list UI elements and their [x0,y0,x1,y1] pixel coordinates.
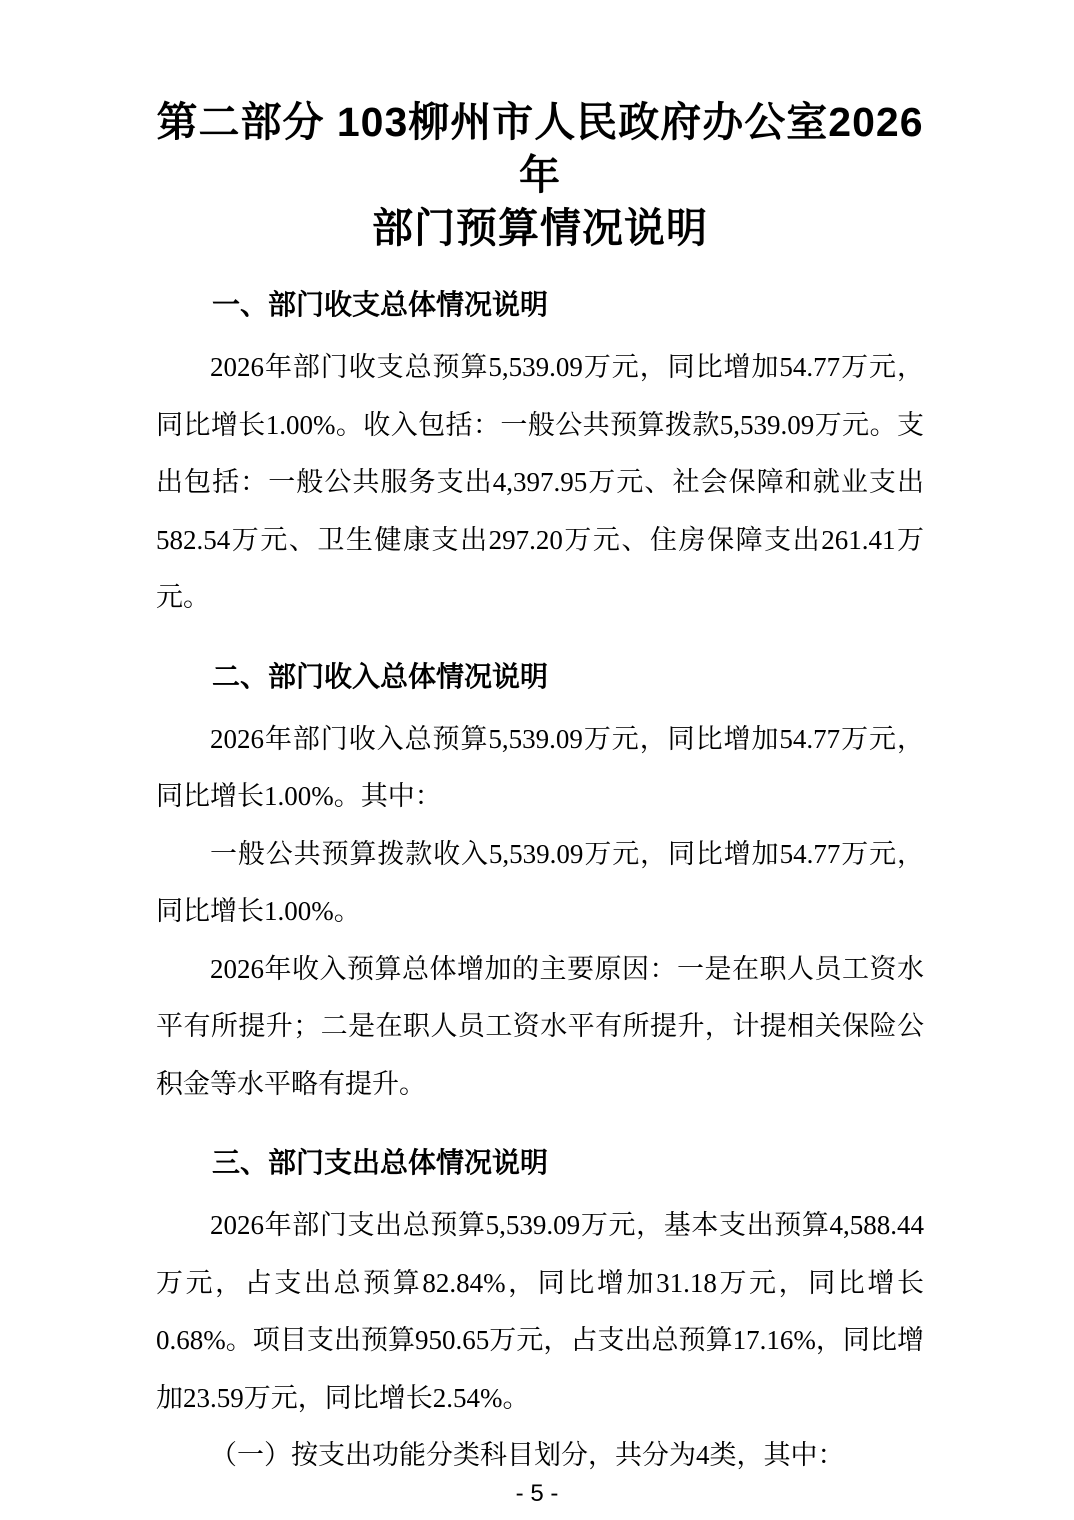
section-income-overview [156,659,924,1114]
page-footer [0,1480,1074,1508]
document-title [156,96,924,255]
section-expenditure-overview [156,1145,924,1485]
section-heading-2: 二、部门收入总体情况说明 [212,660,549,692]
document-title-line1: 第二部分 103柳州市人民政府办公室2026年 [156,99,924,198]
paragraph: 2026年收入预算总体增加的主要原因：一是在职人员工资水平有所提升；二是在职人员工资水平有所提升，计提相关保险公积金等水平略有提升。 [156,953,924,1099]
paragraph: 2026年部门支出总预算5,539.09万元，基本支出预算4,588.44万元，占支出总预算82.84%，同比增加31.18万元，同比增长0.68%。项目支出预算950.65万元，占支出总预算17.16%，同比增加23.59万元，同比增长2.54%。 [156,1210,924,1413]
page-number: - 5 - [515,1480,559,1507]
document-title-line2: 部门预算情况说明 [372,205,708,251]
section-heading-3: 三、部门支出总体情况说明 [212,1147,549,1178]
paragraph: 2026年部门收入总预算5,539.09万元，同比增加54.77万元，同比增长1.00%。其中： [156,723,924,811]
paragraph: 2026年部门收支总预算5,539.09万元，同比增加54.77万元，同比增长1.00%。收入包括：一般公共预算拨款5,539.09万元。支出包括：一般公共服务支出4,397.95万元、社会保障和就业支出582.54万元、卫生健康支出297.20万元、住房保障支出261.41万元。 [156,352,924,612]
paragraph: 一般公共预算拨款收入5,539.09万元，同比增加54.77万元，同比增长1.00%。 [156,838,924,926]
section-heading-1: 一、部门收支总体情况说明 [212,289,549,320]
paragraph: （一）按支出功能分类科目划分，共分为4类，其中： [210,1440,845,1470]
section-income-expenditure-overview [156,287,924,627]
